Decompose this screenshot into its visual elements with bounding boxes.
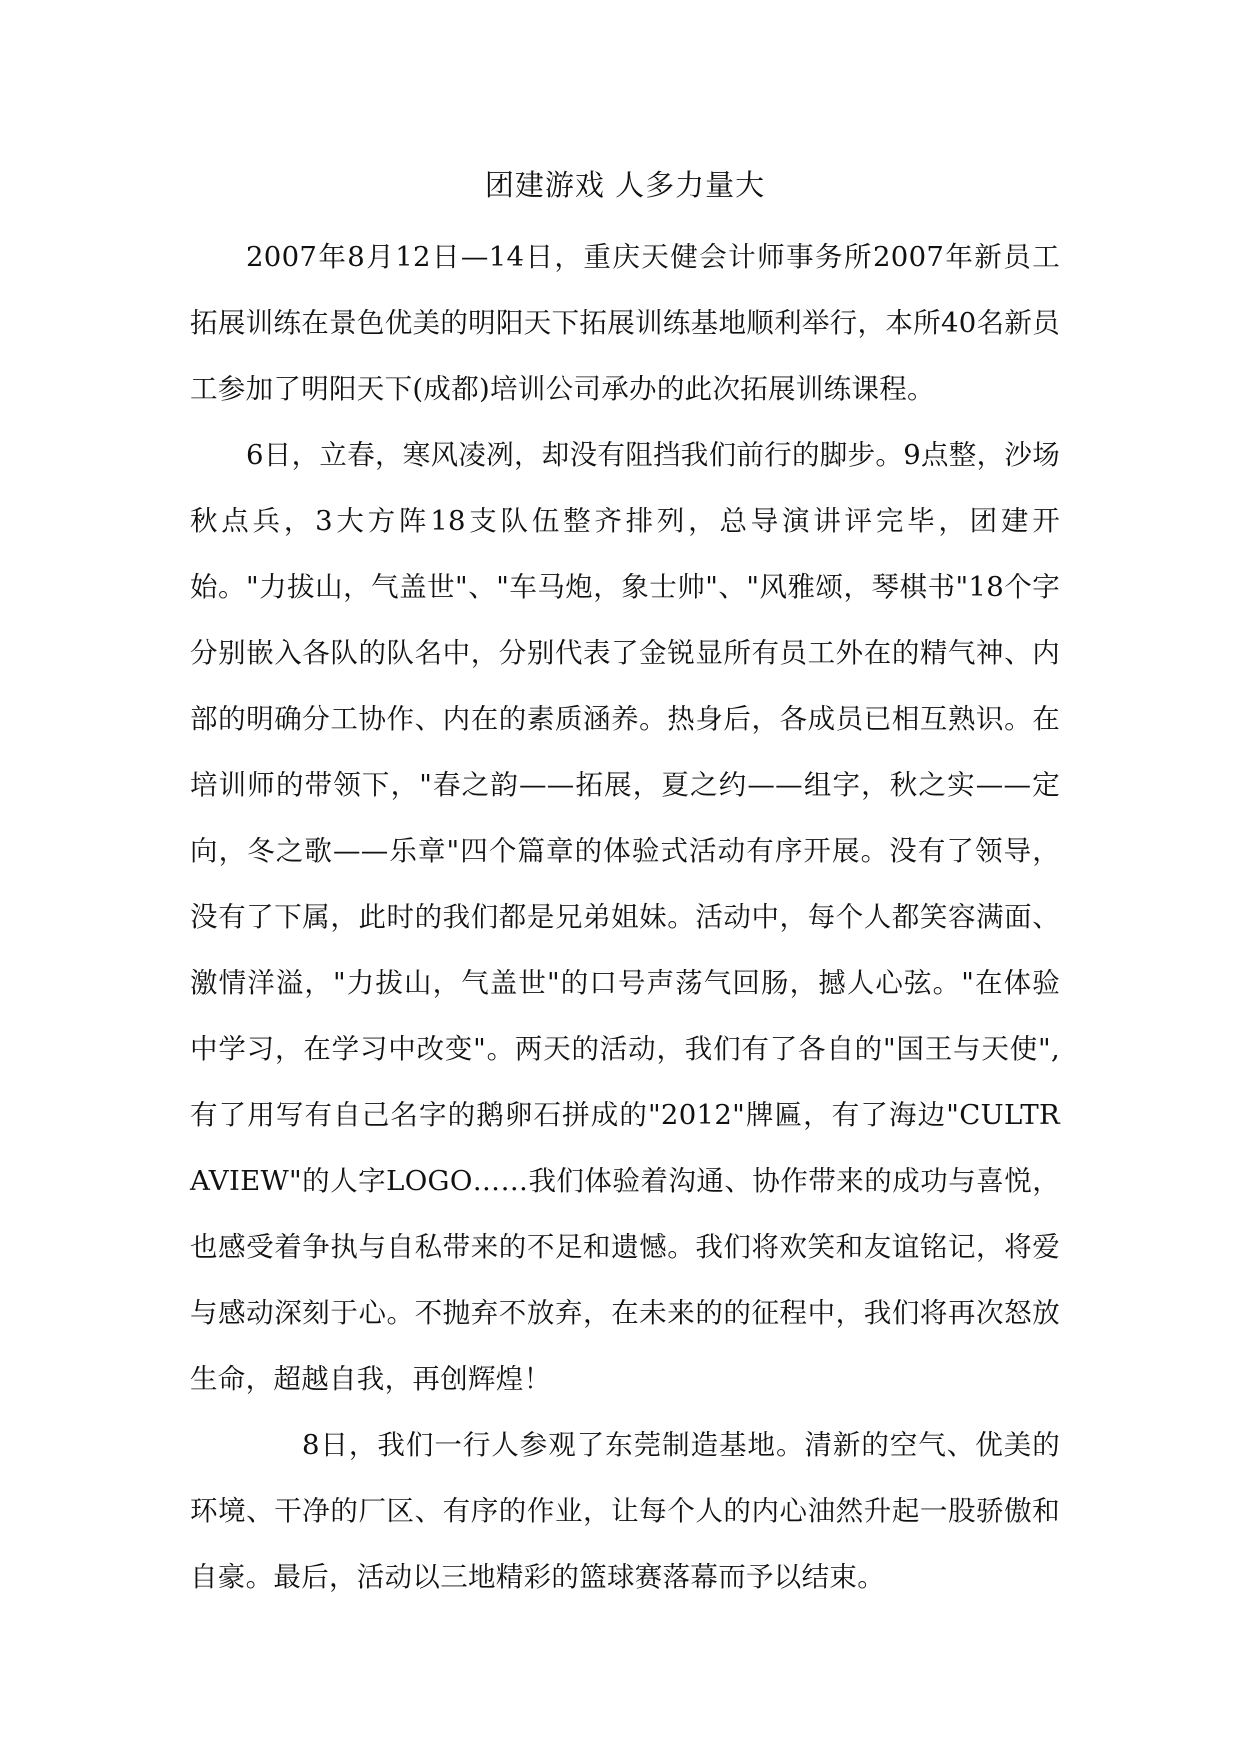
document-body — [190, 160, 1060, 1610]
paragraph-factory-visit: 8日，我们一行人参观了东莞制造基地。清新的空气、优美的环境、干净的厂区、有序的作业，让每个人的内心油然升起一股骄傲和自豪。最后，活动以三地精彩的篮球赛落幕而予以结束。 — [190, 1429, 1060, 1593]
document-title: 团建游戏 人多力量大 — [484, 168, 766, 202]
paragraph-activities: 6日，立春，寒风凌冽，却没有阻挡我们前行的脚步。9点整，沙场秋点兵，3大方阵18支队伍整齐排列，总导演讲评完毕，团建开始。"力拔山，气盖世"、"车马炮，象士帅"、"风雅颂，琴棋书"18个字分别嵌入各队的队名中，分别代表了金锐显所有员工外在的精气神、内部的明确分工协作、内在的素质涵养。热身后，各成员已相互熟识。在培训师的带领下，"春之韵——拓展，夏之约——组字，秋之实——定向，冬之歌——乐章"四个篇章的体验式活动有序开展。没有了领导，没有了下属，此时的我们都是兄弟姐妹。活动中，每个人都笑容满面、激情洋溢，"力拔山，气盖世"的口号声荡气回肠，撼人心弦。"在体验中学习，在学习中改变"。两天的活动，我们有了各自的"国王与天使",有了用写有自己名字的鹅卵石拼成的"2012"牌匾，有了海边"CULTRAVIEW"的人字LOGO……我们体验着沟通、协作带来的成功与喜悦，也感受着争执与自私带来的不足和遗憾。我们将欢笑和友谊铭记，将爱与感动深刻于心。不抛弃不放弃，在未来的的征程中，我们将再次怒放生命，超越自我，再创辉煌！ — [190, 439, 1060, 1395]
paragraph-intro: 2007年8月12日—14日，重庆天健会计师事务所2007年新员工拓展训练在景色优美的明阳天下拓展训练基地顺利举行，本所40名新员工参加了明阳天下(成都)培训公司承办的此次拓展训练课程。 — [190, 241, 1060, 405]
